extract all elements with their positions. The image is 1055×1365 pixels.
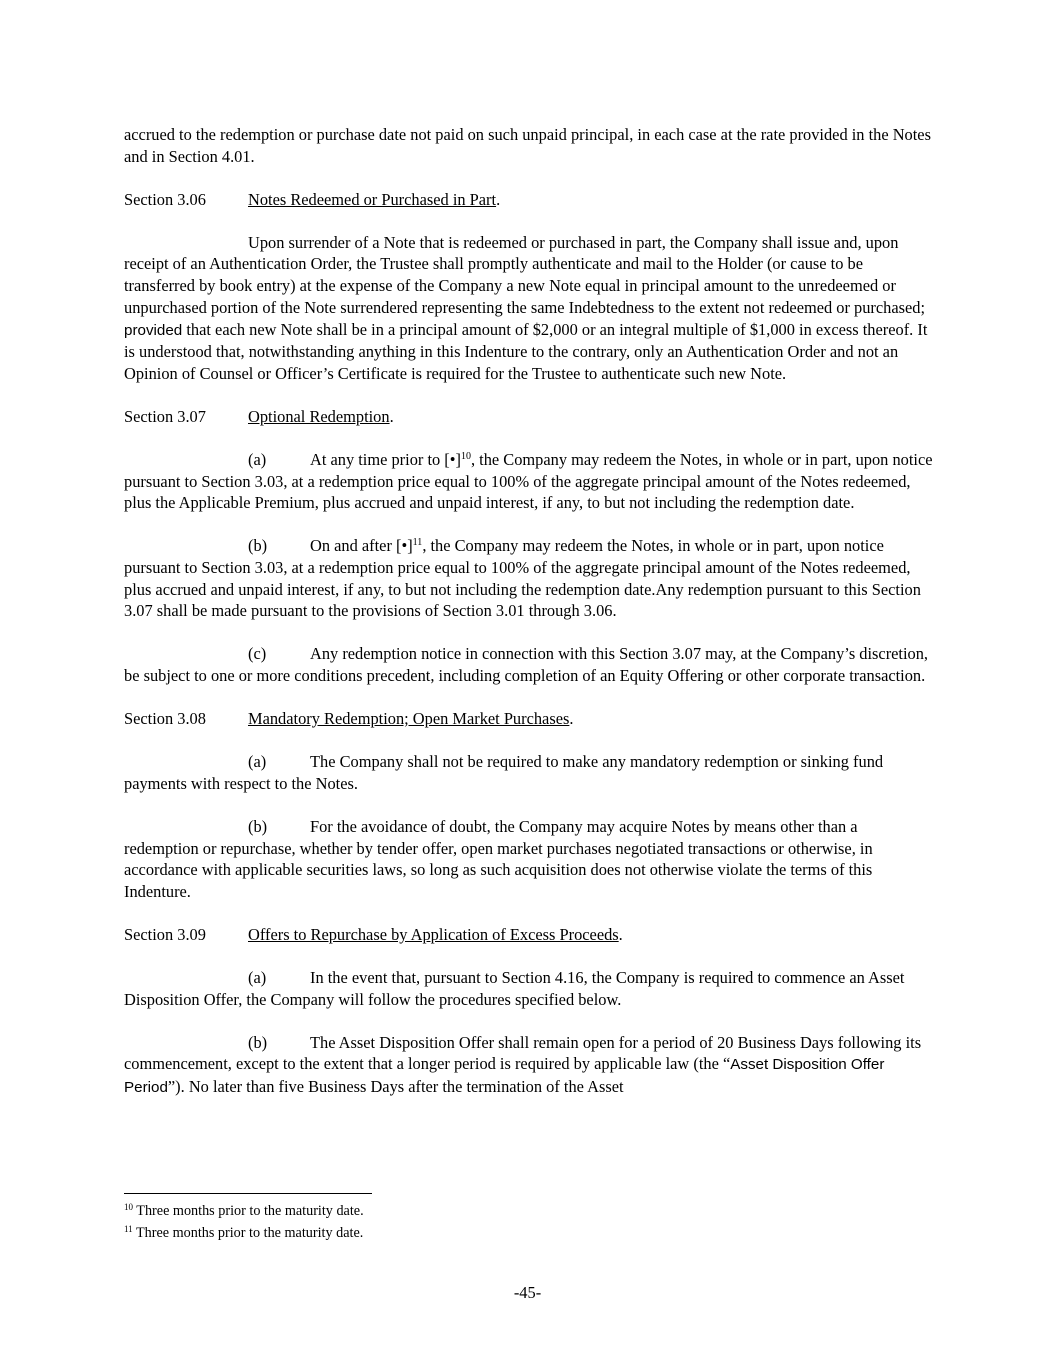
paragraph-text: , the Company may redeem the Notes, in whole or in part, upon notice pursuant to Section 3.03, at a redemption price equal to 100% of the aggregate principal amount of the Notes redeemed, plus the Applicable Premium, plus accrued and unpaid interest, if any, to but not including the redemption date. [124, 449, 933, 513]
clause-label: (c) [248, 644, 267, 664]
footnote-separator [124, 1193, 372, 1194]
footnote-ref: 11 [412, 537, 423, 549]
section-number: Section 3.07 [124, 406, 206, 426]
footnote-number: 11 [124, 1223, 133, 1234]
section-title: Notes Redeemed or Purchased in Part [248, 189, 497, 209]
paragraph-text: The Company shall not be required to make any mandatory redemption or sinking fund payments with respect to the Notes. [124, 752, 884, 793]
section-title: Mandatory Redemption; Open Market Purchases [248, 709, 570, 729]
clause-label: (b) [248, 816, 268, 836]
paragraph-text: At any time prior to [•] [310, 449, 461, 469]
section-3-09-a [124, 967, 936, 1010]
paragraph-text: In the event that, pursuant to Section 4.16, the Company is required to commence an Asset Disposition Offer, the Company will follow the procedures specified below. [124, 967, 905, 1009]
section-3-08-heading: Section 3.08 Mandatory Redemption; Open Market Purchases. [124, 709, 574, 729]
paragraph-text: The Asset Disposition Offer shall remain open for a period of 20 Business Days following its commencement, except to the extent that a longer period is required by applicable law (the “ [124, 1032, 922, 1074]
clause-label: (a) [248, 752, 267, 772]
footnote-number: 10 [124, 1202, 133, 1212]
section-3-08-b [124, 816, 936, 903]
section-title: Offers to Repurchase by Application of Excess Proceeds [248, 924, 619, 944]
footnote-10 [124, 1201, 936, 1223]
section-number: Section 3.09 [124, 924, 206, 944]
section-3-07-a [124, 449, 936, 514]
section-3-06-heading: Section 3.06 Notes Redeemed or Purchased in Part. [124, 189, 501, 209]
clause-label: (b) [248, 1032, 268, 1052]
section-number: Section 3.06 [124, 189, 206, 209]
provided-term: provided [124, 321, 183, 339]
section-3-07-c [124, 643, 936, 686]
paragraph-text: For the avoidance of doubt, the Company may acquire Notes by means other than a redemption or repurchase, whether by tender offer, open market purchases negotiated transactions or otherwise, in accordance with applicable securities laws, so long as such acquisition does not otherwise violate the terms of this Indenture. [124, 816, 873, 901]
clause-label: (a) [248, 967, 267, 987]
section-title: Optional Redemption [248, 406, 390, 426]
section-3-07-heading: Section 3.07 Optional Redemption. [124, 406, 394, 426]
section-number: Section 3.08 [124, 709, 206, 729]
footnote-text: Three months prior to the maturity date. [136, 1203, 364, 1219]
document-body [124, 124, 936, 1120]
section-3-06-paragraph [124, 232, 936, 385]
section-3-07-b [124, 535, 936, 622]
paragraph-text: Upon surrender of a Note that is redeemed or purchased in part, the Company shall issue and, upon receipt of an Authentication Order, the Trustee shall promptly authenticate and mail to the Holder (or cause to be transferred by book entry) at the expense of the Company a new Note equal in principal amount to the unredeemed or unpurchased portion of the Note surrendered representing the same Indebtedness to the extent not redeemed or purchased; [124, 232, 926, 317]
footnote-text: Three months prior to the maturity date. [135, 1224, 364, 1241]
clause-label: (b) [248, 536, 268, 556]
clause-label: (a) [248, 449, 267, 469]
defined-term: Asset Disposition Offer Period [124, 1056, 885, 1097]
footnote-11 [124, 1223, 936, 1245]
footnote-ref: 10 [460, 450, 471, 462]
paragraph-text: that each new Note shall be in a principal amount of $2,000 or an integral multiple of $1,000 in excess thereof. It is understood that, notwithstanding anything in this Indenture to the contrary, only an Authentication Order and not an Opinion of Counsel or Officer’s Certificate is required for the Trustee to authenticate such new Note. [124, 319, 928, 383]
section-3-09-b [124, 1032, 936, 1099]
paragraph-text: ”). No later than five Business Days after the termination of the Asset [167, 1077, 624, 1097]
footnotes [124, 1201, 936, 1244]
paragraph-text: On and after [•] [310, 536, 413, 556]
intro-paragraph: accrued to the redemption or purchase date not paid on such unpaid principal, in each case at the rate provided in the Notes and in Section 4.01. [124, 125, 931, 166]
section-3-09-heading: Section 3.09 Offers to Repurchase by Application of Excess Proceeds. [124, 924, 623, 944]
paragraph-text: Any redemption notice in connection with this Section 3.07 may, at the Company’s discretion, be subject to one or more conditions precedent, including completion of an Equity Offering or other corporate transaction. [124, 644, 929, 686]
page-number: -45- [513, 1283, 542, 1302]
paragraph-text: , the Company may redeem the Notes, in whole or in part, upon notice pursuant to Section 3.03, at a redemption price equal to 100% of the aggregate principal amount of the Notes redeemed, plus accrued and unpaid interest, if any, to but not including the redemption date.Any redemption pursuant to this Section 3.07 shall be made pursuant to the provisions of Section 3.01 through 3.06. [124, 536, 921, 621]
section-3-08-a [124, 751, 936, 794]
